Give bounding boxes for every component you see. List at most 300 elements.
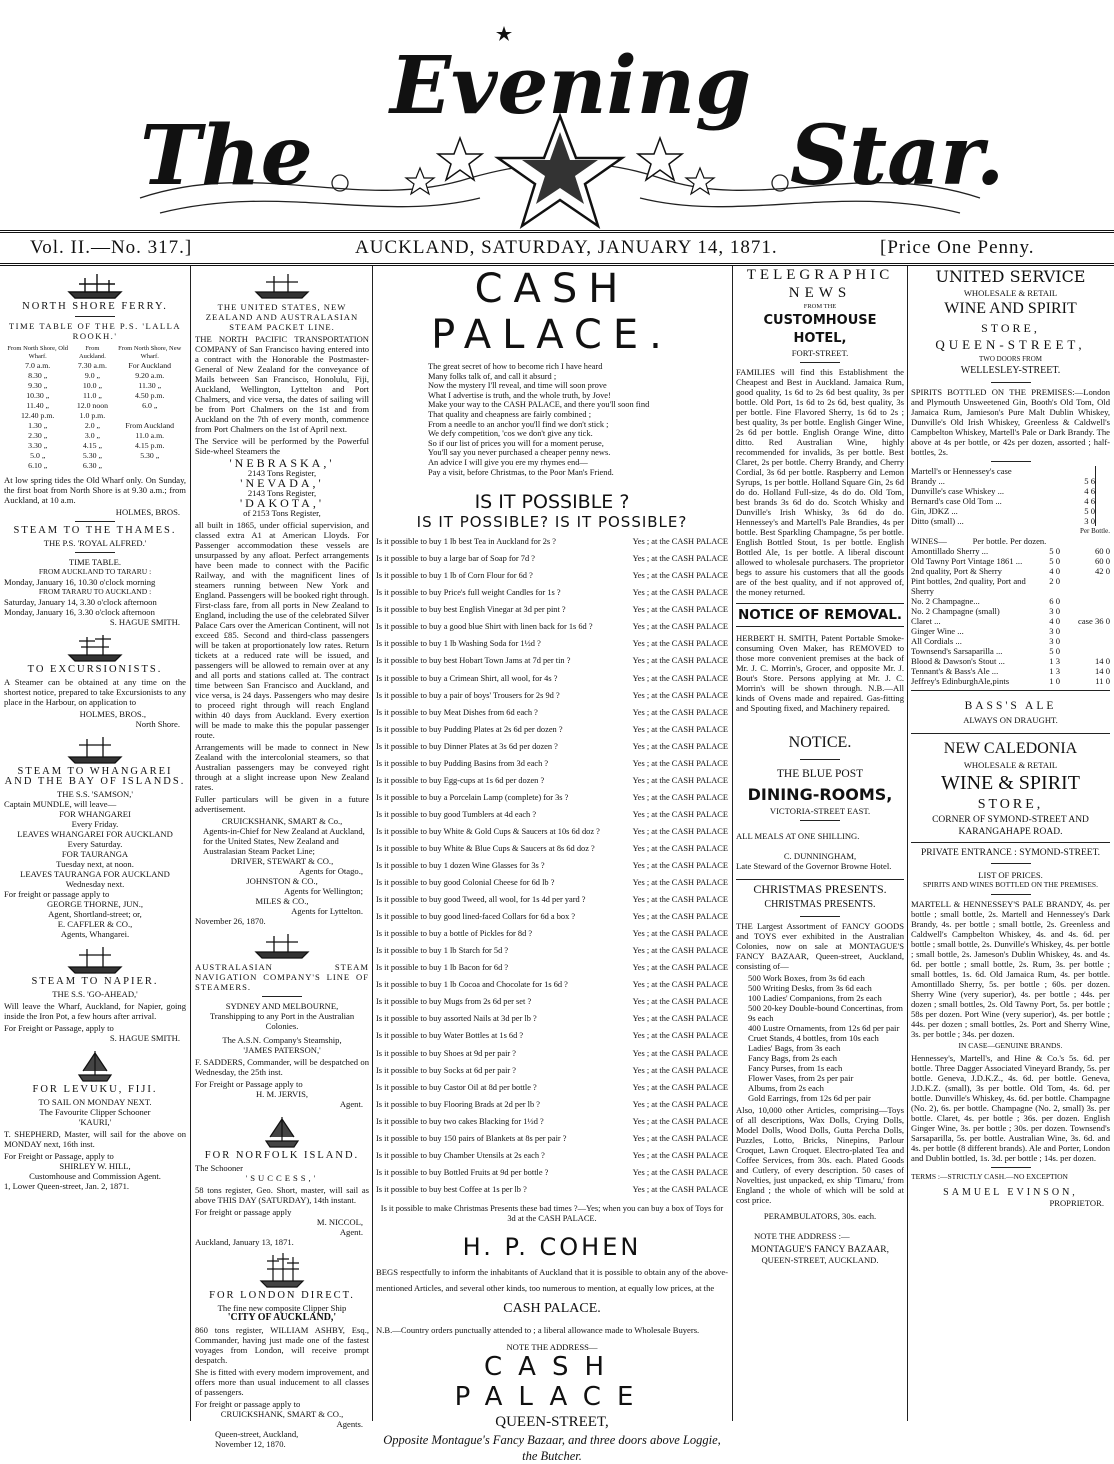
store: STORE,	[977, 797, 1044, 812]
possible-question: Is it possible to buy a bottle of Pickles for 8d ?	[376, 929, 533, 939]
nb-note: N.B.—Country orders punctually attended to ; a liberal allowance made to Wholesale Buyers.	[376, 1324, 700, 1335]
possible-answer: Yes ; at the CASH PALACE	[632, 929, 728, 939]
possible-question: Is it possible to buy good Tumblers at 4d each ?	[376, 809, 537, 819]
christmas-heading: CHRISTMAS PRESENTS.	[736, 879, 904, 898]
possible-question: Is it possible to buy 1 dozen Wine Glasses for 3s ?	[376, 861, 545, 871]
ferry-row	[4, 451, 186, 461]
wine-bottle-price: 3 0	[1049, 626, 1060, 636]
divider	[75, 552, 115, 553]
wine-dozen-price: 42 0	[1094, 566, 1110, 576]
fort-street: FORT-STREET.	[791, 348, 849, 358]
private-entrance: PRIVATE ENTRANCE : SYMOND-STREET.	[920, 848, 1101, 858]
divider	[262, 996, 302, 997]
dateline	[0, 230, 1114, 266]
whangarei-signature: E. CAFFLER & CO.,	[57, 919, 133, 929]
wine-item: Jeffrey's EdinburghAle,pints	[911, 676, 1010, 686]
corner-address: CORNER OF SYMOND-STREET AND KARANGAHAPE ROAD.	[932, 815, 1089, 837]
meals-line: ALL MEALS AT ONE SHILLING.	[736, 831, 860, 841]
wine-bottle-price: 6 0	[1049, 596, 1060, 606]
christmas-item: 400 Lustre Ornaments, from 12s 6d per pair	[748, 1023, 900, 1033]
volume-number: Vol. II.—No. 317.]	[30, 237, 193, 258]
usnz-signature: Agents for Otago.,	[299, 866, 363, 876]
christmas-body: Also, 10,000 other Articles, comprising—Toys of all descriptions, Wax Dolls, Crying Dolls, Model Dolls, Wood Dolls, Gutta Percha Dolls, Puzzles, Lotto, Bricks, Ninepins, Parlour Croquet, Lawn Croquet. Electro-plated Tea and Coffee Services, from 30s. each. Plated Goods and Cutlery, of every description. 50 cases of Novelties, just unpacked, ex ship 'Timaru,' from England ; the whole of which will be sold at cost price.	[736, 1105, 904, 1205]
possible-row	[376, 1151, 728, 1168]
ferry-row	[4, 441, 186, 451]
wine-dozen-price	[1060, 626, 1110, 636]
cohen-body: BEGS respectfully to inform the inhabitants of Auckland that it is possible to obtain any of the above-mentioned Articles, and several other kinds, too numerous to mention, at equally low prices, at the	[376, 1266, 728, 1293]
store: STORE,	[981, 321, 1040, 335]
case-price: 5 0	[1084, 506, 1095, 516]
possible-question: Is it possible to buy Chamber Utensils at 2s each ?	[376, 1150, 545, 1160]
thames-line: Monday, January 16, 3.30 o'clock afternoon	[4, 607, 155, 617]
ferry-cell	[113, 411, 186, 421]
wine-row	[911, 606, 1110, 616]
possible-question: Is it possible to buy a Porcelain Lamp (complete) for 3s ?	[376, 792, 569, 802]
possible-row	[376, 674, 728, 691]
wine-row	[911, 576, 1110, 596]
notice-heading: NOTICE.	[788, 734, 852, 751]
possible-row	[376, 759, 728, 776]
possible-answer: Yes ; at the CASH PALACE	[632, 1099, 728, 1109]
ship-name: 'NEBRASKA,'	[229, 456, 335, 470]
possible-answer: Yes ; at the CASH PALACE	[632, 775, 728, 785]
poem-line: What I advertise is truth, and the whole truth, by Jove!	[428, 390, 611, 400]
ferry-cell: 12.40 p.m.	[21, 411, 55, 420]
whangarei-line: Every Friday.	[71, 819, 119, 829]
from-the: FROM THE	[803, 303, 837, 310]
ferry-cell: 9.30 „	[28, 381, 48, 390]
christmas-item: Fancy Purses, from 1s each	[748, 1063, 843, 1073]
per-bottle-label: Per Bottle.	[1080, 527, 1110, 535]
possible-row	[376, 639, 728, 656]
usnz-body: all built in 1865, under official supervision, and classed extra A1 at American Lloyds. For Passenger accommodation these vessels are unsurpassed by any afloat. Perfect arrangements have been made to connect with the Pacific Railway, and with the magnificent lines of steamers running between New York and England. Passengers will be booked right through. First-class fare, from all ports in New Zealand to England, including the use of the celebrated Silver Palace Cars over the American Continent, will not exceed £85. Second and third-class passengers will be taken at proportionately low rates. Return tickets at a reduced rate will be issued, and passengers will be allowed to remain over at any and all ports and stations called at. The contract time between San Francisco and Auckland, and vice versa, is 24 days. Passengers who may desire to proceed right through will reach England within 40 days from Auckland. Every exertion will be made to make this the popular passenger route.	[195, 520, 369, 740]
cash-palace-sub: CASH PALACE.	[503, 1300, 601, 1316]
ferry-timetable	[4, 345, 186, 471]
possible-row	[376, 571, 728, 588]
always-draught: ALWAYS ON DRAUGHT.	[963, 715, 1058, 725]
divider	[991, 461, 1031, 462]
possible-row	[376, 622, 728, 639]
possible-answer: Yes ; at the CASH PALACE	[632, 997, 728, 1007]
norfolk-signature: Agent.	[339, 1227, 363, 1237]
wine-row	[911, 566, 1110, 576]
possible-row	[376, 537, 728, 554]
case-row	[911, 496, 1095, 506]
divider	[911, 690, 1110, 691]
ferry-row	[4, 381, 186, 391]
london-body: She is fitted with every modern improvement, and offers more than usual inducement to all classes of passengers.	[195, 1367, 369, 1397]
wine-bottle-price: 2 0	[1049, 576, 1060, 586]
ferry-cell: 4.15 „	[82, 441, 102, 450]
ship-tons: of 2153 Tons Register,	[243, 508, 321, 518]
queen-street: QUEEN-STREET,	[495, 1413, 609, 1430]
wine-item: Claret ...	[911, 616, 941, 626]
possible-answer: Yes ; at the CASH PALACE	[632, 622, 728, 632]
schooner-icon	[75, 1049, 115, 1083]
possible-heading: IS IT POSSIBLE ?	[474, 491, 630, 514]
asn-signature: H. M. JERVIS,	[255, 1089, 309, 1099]
possible-row	[376, 827, 728, 844]
wholesale-retail: WHOLESALE & RETAIL	[963, 288, 1058, 298]
united-service-heading: UNITED SERVICE	[935, 267, 1086, 286]
possible-row	[376, 605, 728, 622]
fiji-heading: FOR LEVUKU, FIJI.	[32, 1084, 158, 1095]
case-item: Ditto (small) ...	[911, 516, 964, 526]
possible-answer: Yes ; at the CASH PALACE	[632, 758, 728, 768]
possible-question: Is it possible to buy Pudding Basins from 3d each ?	[376, 758, 549, 768]
usnz-body: Arrangements will be made to connect in New Zealand with the intercolonial steamers, so that Australian passengers may be conveyed right through at a slight increase upon New Zealand rates.	[195, 742, 369, 792]
wine-dozen-price	[1060, 606, 1110, 616]
norfolk-ship: 'SUCCESS,'	[245, 1173, 319, 1183]
wine-bottle-price: 3 0	[1049, 636, 1060, 646]
wine-item: No. 2 Champagne...	[911, 596, 980, 606]
norfolk-heading: FOR NORFOLK ISLAND.	[204, 1150, 360, 1161]
napier-heading: STEAM TO NAPIER.	[31, 976, 159, 987]
possible-question: Is it possible to buy 1 lb Cocoa and Chocolate for 1s 6d ?	[376, 980, 568, 990]
case-item: Bernard's case Old Tom ...	[911, 496, 1002, 506]
possible-question: Is it possible to buy 1 lb of Corn Flour for 6d ?	[376, 571, 533, 581]
address-note: NOTE THE ADDRESS :—	[754, 1231, 850, 1241]
possible-question: Is it possible to buy Price's full weight Candles for 1s ?	[376, 588, 561, 598]
perambulators: PERAMBULATORS, 30s. each.	[763, 1211, 877, 1221]
ferry-cell: 8.30 „	[28, 371, 48, 380]
queen-street: QUEEN-STREET, AUCKLAND.	[761, 1255, 879, 1265]
asn-sub: SYDNEY AND MELBOURNE,	[225, 1001, 339, 1011]
wine-row	[911, 676, 1110, 686]
wine-bottle-price: 4 0	[1049, 566, 1060, 576]
cash-palace-address: CASH PALACE	[454, 1351, 650, 1412]
possible-row	[376, 793, 728, 810]
ferry-cell: 3.0 „	[84, 431, 100, 440]
place-date: AUCKLAND, SATURDAY, JANUARY 14, 1871.	[355, 237, 778, 258]
column-2	[195, 266, 369, 1449]
ferry-cell: 2.0 „	[84, 421, 100, 430]
ferry-cell: 7.0 a.m.	[25, 361, 51, 370]
address-note: NOTE THE ADDRESS—	[506, 1341, 598, 1352]
possible-row	[376, 1117, 728, 1134]
whangarei-signature: Agents, Whangarei.	[60, 929, 130, 939]
london-line: For freight or passage apply to	[195, 1399, 301, 1409]
possible-question: Is it possible to buy 1 lb Washing Soda for 1½d ?	[376, 639, 541, 649]
london-ship: 'CITY OF AUCKLAND,'	[227, 1312, 337, 1323]
fiji-line: The Favourite Clipper Schooner	[39, 1107, 151, 1117]
divider	[75, 521, 115, 522]
possible-question: Is it possible to buy 1 lb best Tea in Auckland for 2s ?	[376, 537, 556, 547]
whangarei-line: LEAVES TAURANGA FOR AUCKLAND	[20, 869, 170, 879]
fiji-signature: 1, Lower Queen-street, Jan. 2, 1871.	[4, 1181, 130, 1191]
divider	[911, 842, 1110, 843]
london-signature: November 12, 1870.	[215, 1439, 286, 1449]
thames-from-auckland: FROM AUCKLAND TO TARARU :	[38, 567, 152, 576]
whangarei-signature: GEORGE THORNE, JUN.,	[46, 899, 144, 909]
case-item: Brandy ...	[911, 476, 945, 486]
excursion-heading: TO EXCURSIONISTS.	[27, 664, 163, 675]
case-price: 5 6	[1084, 476, 1095, 486]
asn-line: F. SADDERS, Commander, will be despatched on Wednesday, the 25th inst.	[195, 1057, 369, 1077]
whangarei-line: For freight or passage apply to	[4, 889, 110, 899]
wine-bottle-price: 1 3	[1049, 666, 1060, 676]
possible-row	[376, 895, 728, 912]
possible-row	[376, 656, 728, 673]
possible-question: Is it possible to buy good lined-faced Collars for 6d a box ?	[376, 912, 576, 922]
wine-row	[911, 616, 1110, 626]
column-5	[911, 266, 1110, 1421]
thames-ship: THE P.S. 'ROYAL ALFRED.'	[43, 538, 147, 548]
case-item: Dunville's case Whiskey ...	[911, 486, 1005, 496]
wellesley-street: WELLESLEY-STREET.	[960, 365, 1061, 376]
wine-item: Pint bottles, 2nd quality, Port and Sherry	[911, 576, 1026, 596]
usnz-signature: CRUICKSHANK, SMART & Co.,	[221, 816, 343, 826]
possible-question: Is it possible to buy Flooring Brads at 2d per lb ?	[376, 1099, 540, 1109]
ferry-row	[4, 461, 186, 471]
steamer-icon	[65, 945, 125, 975]
ferry-cell: 4.50 p.m.	[134, 391, 165, 400]
ship-name: 'DAKOTA,'	[239, 496, 325, 510]
hotel-body: FAMILIES will find this Establishment the Cheapest and Best in Auckland. Jamaica Rum, good quality, 1s 6d to 2s 6d best quality, 3s per bottle. Old Port, 1s 6d to 2s 6d, best quality, 3s per bottle. Fine Flavored Sherry, 1s 6d to 2s ; best quality, 3s per bottle. English Ginger Wine, 2s 6d per bottle. English Orange Wine, ditto ditto. Red Australian Wine, highly recommended for invalids, 3s per bottle. Best Claret, 2s per bottle. Cherry Brandy, and Cherry Cordial, 3s 6d per bottle. Raspberry and Lemon Syrups, 1s per bottle. Holland Square Gin, 2s 6d do do. Holland Full-size, 4s do do. Old Tom, best brands 3s 6d do do. Scotch Whisky and Dunville's Irish Whisky, 3s 6d do do. Hennessey's and Martell's Pale Brandies, 4s per bottle. Best Sparkling Champagne, 5s per bottle. English Bottled Stout, 1s per bottle. English Bottled Ale, 1s per bottle. A liberal discount allowed to wholesale purchasers. The proprietor begs to assure his customers that all the goods are of the best quality, and if not approved of, the money returned.	[736, 367, 904, 597]
ferry-row	[4, 411, 186, 421]
divider	[911, 733, 1110, 734]
possible-row	[376, 1185, 728, 1202]
possible-answer: Yes ; at the CASH PALACE	[632, 980, 728, 990]
case-row	[911, 466, 1095, 476]
ferry-cell: 3.30 „	[28, 441, 48, 450]
possible-answer: Yes ; at the CASH PALACE	[632, 1065, 728, 1075]
ferry-cell: 1.0 p.m.	[79, 411, 106, 420]
possible-answer: Yes ; at the CASH PALACE	[632, 639, 728, 649]
christmas-item: 100 Ladies' Companions, from 2s each	[748, 993, 882, 1003]
case-price: 4 6	[1084, 496, 1095, 506]
possible-answer: Yes ; at the CASH PALACE	[632, 878, 728, 888]
ship-name: 'NEVADA,'	[240, 476, 324, 490]
wines-heading: WINES— Per bottle. Per dozen.	[911, 536, 1047, 546]
dining-rooms: DINING-ROOMS,	[747, 785, 893, 804]
london-signature: Agents.	[336, 1419, 363, 1429]
possible-answer: Yes ; at the CASH PALACE	[632, 1082, 728, 1092]
wine-bottle-price: 1 0	[1049, 676, 1060, 686]
column-rule	[190, 266, 191, 1421]
christmas-item: Cruet Stands, 4 bottles, from 10s each	[748, 1033, 879, 1043]
possible-question: Is it possible to buy White & Gold Cups & Saucers at 10s 6d doz ?	[376, 826, 600, 836]
usnz-signature: JOHNSTON & CO.,	[246, 876, 318, 886]
wine-row	[911, 626, 1110, 636]
whangarei-heading: STEAM TO WHANGAREI AND THE BAY OF ISLANDS.	[4, 766, 186, 787]
possible-question: Is it possible to buy good Tweed, all wool, for 1s 4d per yard ?	[376, 895, 586, 905]
wine-bottle-price: 5 0	[1049, 556, 1060, 566]
possible-answer: Yes ; at the CASH PALACE	[632, 741, 728, 751]
possible-question: Is it possible to buy best Coffee at 1s per lb ?	[376, 1184, 527, 1194]
blue-post: THE BLUE POST	[776, 768, 864, 780]
fiji-line: 'KAURI,'	[78, 1117, 112, 1127]
divider	[75, 316, 115, 317]
wine-item: Blood & Dawson's Stout ...	[911, 656, 1005, 666]
possible-row	[376, 588, 728, 605]
usnz-signature: Agents for Lyttelton.	[291, 906, 363, 916]
wine-dozen-price: 60 0	[1094, 556, 1110, 566]
christmas-subheading: CHRISTMAS PRESENTS.	[764, 899, 876, 910]
wine-bottle-price: 4 0	[1049, 616, 1060, 626]
christmas-list	[736, 973, 904, 1103]
whangarei-ship: THE S.S. 'SAMSON,'	[57, 789, 133, 799]
possible-question: Is it possible to buy assorted Nails at 3d per lb ?	[376, 1014, 537, 1024]
list-of-prices: LIST OF PRICES.	[978, 870, 1043, 880]
christmas-item: Ladies' Bags, from 3s each	[748, 1043, 841, 1053]
asn-line: For Freight or Passage apply to	[195, 1079, 303, 1089]
possible-question: Is it possible to buy 1 lb Starch for 5d ?	[376, 946, 509, 956]
usnz-body: THE NORTH PACIFIC TRANSPORTATION COMPANY of San Francisco having entered into a contract with the Honorable the Postmaster-General of New Zealand for the conveyance of Mails between San Francisco, Honolulu, Fiji, Auckland, Wellington, Lyttelton and Port Chalmers, and vice versa, the dates of sailing will be from Port Chalmers on the 1st and from Auckland on the 7th of every month, commence from Port Chalmers on the 1st of April next.	[195, 334, 369, 434]
wine-dozen-price: 60 0	[1094, 546, 1110, 556]
possible-row	[376, 878, 728, 895]
usnz-signature: DRIVER, STEWART & CO.,	[230, 856, 334, 866]
case-price: 4 6	[1084, 486, 1095, 496]
price: [Price One Penny.	[880, 237, 1035, 258]
ferry-cell: 5.30 „	[82, 451, 102, 460]
new-caledonia: NEW CALEDONIA	[943, 740, 1078, 757]
whangarei-signature: Agent, Shortland-street; or,	[48, 909, 142, 919]
poem-line: You'll say you never purchased a cheaper penny news.	[428, 448, 611, 458]
christmas-item: 500 Writing Desks, from 3s 6d each	[748, 983, 872, 993]
ferry-cell: 11.30 „	[138, 381, 162, 390]
hotel-name: CUSTOMHOUSE HOTEL,	[763, 313, 877, 346]
poem-line: We defy competition, 'cos we don't give any tick.	[428, 429, 593, 439]
ship-icon	[65, 633, 125, 663]
wine-dozen-price	[1060, 636, 1110, 646]
poem-line: The great secret of how to become rich I have heard	[428, 362, 603, 371]
possible-answer: Yes ; at the CASH PALACE	[632, 792, 728, 802]
thames-heading: STEAM TO THE THAMES.	[13, 525, 177, 536]
column-3	[376, 266, 728, 1463]
usnz-signature: MILES & CO.,	[255, 896, 309, 906]
london-body: 860 tons register, WILLIAM ASHBY, Esq., Commander, having just made one of the fastest voyages from London, will receive prompt despatch.	[195, 1325, 369, 1365]
possible-answer: Yes ; at the CASH PALACE	[632, 673, 728, 683]
steamer-icon	[252, 932, 312, 960]
asn-line: The A.S.N. Company's Steamship,	[222, 1035, 342, 1045]
fiji-signature: SHIRLEY W. HILL,	[59, 1161, 131, 1171]
wholesale-retail: WHOLESALE & RETAIL	[963, 760, 1058, 770]
thames-timetable: TIME TABLE.	[68, 557, 122, 567]
divider	[800, 916, 840, 917]
removal-body: HERBERT H. SMITH, Patent Portable Smoke-consuming Oven Maker, has REMOVED to those more convenient premises at the back of Mr. J. C. Morrin's, Grocer, and opposite Mr. J. Bout's Store. Persons applying at Mr. J. C. Morrin's will be shown through. N.B.—All kinds of Ovens made and repaired. Gas-fitting and Spouting fixed, and Machinery repaired.	[736, 633, 904, 713]
asn-line: Transhipping to any Port in the Australian Colonies.	[209, 1011, 355, 1031]
queen-street: QUEEN-STREET,	[935, 337, 1086, 352]
proprietor: PROPRIETOR.	[1049, 1198, 1104, 1208]
column-rule	[372, 266, 373, 1421]
possible-answer: Yes ; at the CASH PALACE	[632, 537, 728, 547]
divider	[800, 820, 840, 821]
possible-row	[376, 776, 728, 793]
london-signature: CRUICKSHANK, SMART & CO.,	[220, 1409, 344, 1419]
possible-question: Is it possible to buy Castor Oil at 8d per bottle ?	[376, 1082, 537, 1092]
wine-row	[911, 596, 1110, 606]
fiji-body: T. SHEPHERD, Master, will sail for the above on MONDAY next, 16th inst.	[4, 1129, 186, 1149]
column-1	[4, 266, 186, 1421]
poem-line: From a needle to an anchor you'll find we don't stick ;	[428, 419, 609, 429]
possible-question: Is it possible to buy Pudding Plates at 2s 6d per dozen ?	[376, 724, 563, 734]
usnz-signature: Agents-in-Chief for New Zealand at Auckland, for the United States, New Zealand and Australasian Steam Packet Line;	[203, 826, 365, 856]
wine-row	[911, 636, 1110, 646]
excursion-body: A Steamer can be obtained at any time on the shortest notice, prepared to take Excursionists to any place in the Harbour, on application to	[4, 677, 186, 707]
case-item: Gin, JDKZ ...	[911, 506, 958, 516]
ferry-cell: 11.0 „	[83, 391, 102, 400]
ferry-column-header: From Auckland.	[78, 345, 106, 360]
possible-answer: Yes ; at the CASH PALACE	[632, 656, 728, 666]
napier-body: Will leave the Wharf, Auckland, for Napier, going inside the Iron Pot, a few hours after arrival.	[4, 1001, 186, 1021]
poem-line: Pay a visit, before Christmas, to the Poor Man's Friend.	[428, 467, 614, 477]
case-item: Martell's or Hennessey's case	[911, 466, 1012, 476]
ferry-cell: 4.15 p.m.	[134, 441, 165, 450]
poem-line: Make your way to the CASH PALACE, and there you'll soon find	[428, 400, 650, 410]
poem-line: An advice I will give you ere my rhymes end—	[428, 457, 588, 467]
possible-question: Is it possible to buy two cakes Blacking for 1½d ?	[376, 1116, 544, 1126]
possible-answer: Yes ; at the CASH PALACE	[632, 724, 728, 734]
possible-row	[376, 1083, 728, 1100]
whangarei-line: Tuesday next, at noon.	[56, 859, 134, 869]
possible-question: Is it possible to buy Bottled Fruits at 9d per bottle ?	[376, 1167, 549, 1177]
wine-item: Amontillado Sherry ...	[911, 546, 989, 556]
norfolk-line: For freight or passage apply	[195, 1207, 292, 1217]
excursion-signature: North Shore.	[135, 719, 180, 729]
thames-line: Saturday, January 14, 3.30 o'clock afternoon	[4, 597, 157, 607]
london-heading: FOR LONDON DIRECT.	[209, 1290, 355, 1301]
ferry-cell: 5.30 „	[140, 451, 160, 460]
possible-row	[376, 1049, 728, 1066]
wine-bottle-price: 5 0	[1049, 546, 1060, 556]
possible-answer: Yes ; at the CASH PALACE	[632, 946, 728, 956]
possible-answer: Yes ; at the CASH PALACE	[632, 707, 728, 717]
possible-row	[376, 1168, 728, 1185]
case-price-list	[911, 466, 1096, 526]
ferry-cell: 9.0 „	[84, 371, 100, 380]
possible-row	[376, 980, 728, 997]
news-heading: NEWS	[788, 285, 852, 301]
wine-item: 2nd quality, Port & Sherry	[911, 566, 1002, 576]
whangarei-line: FOR TAURANGA	[61, 849, 129, 859]
possible-answer: Yes ; at the CASH PALACE	[632, 1031, 728, 1041]
ferry-cell: 6.10 „	[28, 461, 48, 470]
wine-dozen-price	[1060, 646, 1110, 656]
thames-line: Monday, January 16, 10.30 o'clock morning	[4, 577, 156, 587]
removal-heading: NOTICE OF REMOVAL.	[736, 603, 904, 627]
thames-from-tararu: FROM TARARU TO AUCKLAND :	[38, 587, 152, 596]
wine-price-list	[911, 546, 1110, 686]
possible-answer: Yes ; at the CASH PALACE	[632, 571, 728, 581]
possible-answer: Yes ; at the CASH PALACE	[632, 963, 728, 973]
wine-row	[911, 556, 1110, 566]
possible-answer: Yes ; at the CASH PALACE	[632, 1014, 728, 1024]
asn-signature: Agent.	[339, 1099, 363, 1109]
divider	[800, 362, 840, 363]
christmas-item: 500 Work Boxes, from 3s 6d each	[748, 973, 865, 983]
ferry-note: At low spring tides the Old Wharf only. On Sunday, the first boat from North Shore is at 9.30 a.m.; from Auckland, at 10 a.m.	[4, 475, 186, 505]
wine-spirit: WINE AND SPIRIT	[944, 300, 1077, 317]
spirits-body: SPIRITS BOTTLED ON THE PREMISES:—London and Plymouth Unsweetened Gin, Booth's Old Tom, Old Jamaica Rum, Jamieson's Pure Malt Dublin Whiskey, Dunville's Old Irish Whiskey, Greenless & Caldwell's Campbelton Whiskey, Martell's Pale or Dark Brandy. The above at 4s per bottle, or 42s per dozen, assorted ; half-bottles, 2s.	[911, 387, 1110, 457]
masthead	[0, 8, 1114, 230]
possible-question: Is it possible to buy best English Vinegar at 3d per pint ?	[376, 605, 566, 615]
ferry-row	[4, 371, 186, 381]
ferry-title: NORTH SHORE FERRY.	[22, 301, 168, 312]
wine-dozen-price	[1060, 576, 1110, 596]
ferry-cell: 6.0 „	[142, 401, 158, 410]
price-list-body: MARTELL & HENNESSEY'S PALE BRANDY, 4s. per bottle ; small bottle, 2s. Martell and Hennessey's Dark Brandy, 4s. per bottle ; small bottle, 2s. Greenless and Caldwell's Campbelton Whiskey, 4s. and 4s. 6d. per bottle ; small bottle, 2s. Dunville's Whiskey, 4s. per bottle ; small bottle, 2s. Jameson's Dublin Whiskey, 4s. and 4s. 6d. per bottle ; small bottle, 2s. Rum, 3s. per bottle ; small bottles, 1s. 6d. Old Jamaica Rum, 4s. per bottle. Amontillado Sherry, 5s. per bottle ; 60s. per dozen. Sherry Wine (very superior), 4s. per bottle ; 44s. per dozen ; small bottles, 2s. Old Tawny Port, 5s. per bottle ; 58s per dozen. Port Wine (very superior), 4s. per bottle ; 44s. per dozen ; small bottles, 2s. Port and Sherry Wine, 3s. per bottle ; 34s. per dozen.	[911, 899, 1110, 1039]
possible-answer: Yes ; at the CASH PALACE	[632, 1150, 728, 1160]
possible-row	[376, 946, 728, 963]
wine-row	[911, 666, 1110, 676]
possible-row	[376, 691, 728, 708]
case-row	[911, 506, 1095, 516]
ferry-cell: For Auckland	[128, 361, 172, 370]
possible-question: Is it possible to buy best Hobart Town Jams at 7d per tin ?	[376, 656, 571, 666]
possible-answer: Yes ; at the CASH PALACE	[632, 1133, 728, 1143]
possible-row	[376, 708, 728, 725]
